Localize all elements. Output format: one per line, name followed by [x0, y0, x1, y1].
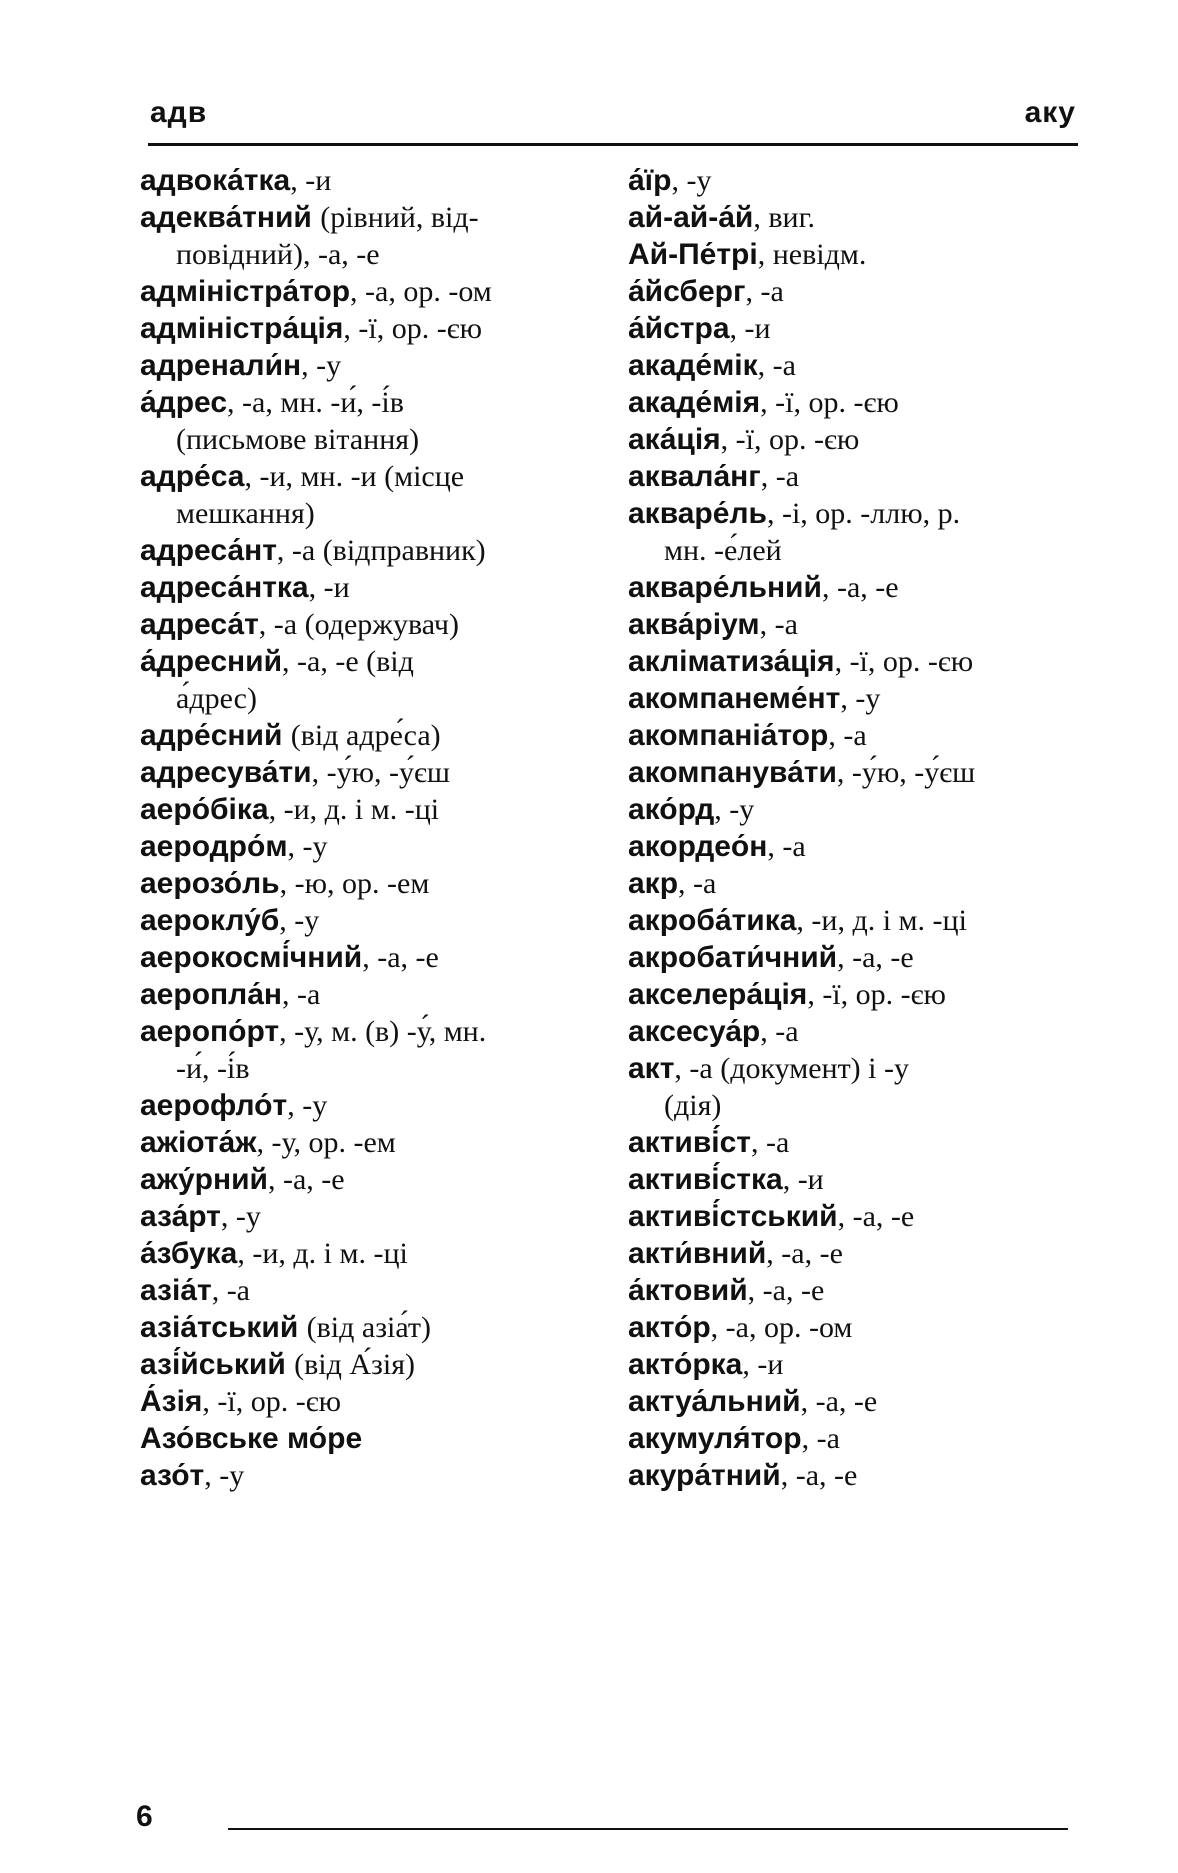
entry-line: акомпанува́ти, -у́ю, -у́єш	[628, 756, 976, 789]
dictionary-entry	[140, 199, 600, 273]
entry-line	[140, 1420, 600, 1457]
headword: адреса́т	[140, 608, 259, 641]
headword: акаде́мік	[628, 349, 758, 382]
entry-line: активі́стський, -а, -е	[628, 1200, 915, 1233]
dictionary-entry	[628, 1383, 1088, 1420]
headword: акваре́льний	[628, 571, 822, 604]
entry-line: актуа́льний, -а, -е	[628, 1385, 878, 1418]
dictionary-entry	[140, 1383, 600, 1420]
headword: азо́т	[140, 1459, 205, 1492]
dictionary-entry	[140, 717, 600, 754]
header-rule	[148, 143, 1078, 146]
entry-line: аеропо́рт, -у, м. (в) -у́, мн.	[140, 1015, 487, 1048]
running-head-right: аку	[1024, 96, 1076, 129]
headword: аероклу́б	[140, 904, 280, 937]
dictionary-entry	[628, 754, 1088, 791]
headword: акселера́ція	[628, 978, 808, 1011]
headword: а́дрес	[140, 386, 228, 419]
dictionary-entry	[140, 384, 600, 458]
entry-line: аерокосмі́чний, -а, -е	[140, 941, 439, 974]
headword: азіа́тський	[140, 1311, 307, 1344]
headword: адреса́нт	[140, 534, 277, 567]
entry-line: ако́рд, -у	[628, 793, 755, 826]
entries-column-left	[140, 162, 600, 1494]
dictionary-entry	[628, 865, 1088, 902]
headword: акура́тний	[628, 1459, 781, 1492]
headword: А́зія	[140, 1385, 203, 1418]
dictionary-entry	[140, 1457, 600, 1494]
headword: акліматиза́ція	[628, 645, 835, 678]
dictionary-entry	[628, 976, 1088, 1013]
headword: акваре́ль	[628, 497, 767, 530]
entry-line: аква́ріум, -а	[628, 608, 798, 641]
headword: азі́йський	[140, 1348, 295, 1381]
headword: Ай-Пе́трі	[628, 238, 758, 271]
headword: аеродро́м	[140, 830, 288, 863]
dictionary-entry	[140, 1420, 600, 1457]
dictionary-entry	[140, 1013, 600, 1087]
dictionary-entry	[628, 1013, 1088, 1050]
dictionary-entry	[628, 828, 1088, 865]
dictionary-entry	[140, 1235, 600, 1272]
entry-line: азо́т, -у	[140, 1459, 245, 1492]
dictionary-entry	[628, 902, 1088, 939]
entry-line: адренали́н, -у	[140, 349, 342, 382]
entry-line: адреса́нтка, -и	[140, 571, 350, 604]
headword: акто́рка	[628, 1348, 743, 1381]
entry-line: а́ктовий, -а, -е	[628, 1274, 825, 1307]
entry-line: акваре́льний, -а, -е	[628, 571, 899, 604]
entry-line: акваре́ль, -і, ор. -ллю, р.	[628, 497, 961, 530]
headword: адміністра́ція	[140, 312, 344, 345]
entry-line: адре́сний (від адре́са)	[140, 719, 441, 752]
footer-rule	[228, 1828, 1068, 1830]
dictionary-entry	[628, 606, 1088, 643]
entry-line: аксесуа́р, -а	[628, 1015, 799, 1048]
headword: адре́са	[140, 460, 245, 493]
entry-line: адре́са, -и, мн. -и (місце	[140, 460, 465, 493]
headword: аерозо́ль	[140, 867, 280, 900]
dictionary-entry	[628, 1235, 1088, 1272]
entry-line: адреса́нт, -а (відправник)	[140, 534, 486, 567]
entry-line: А́зія, -ї, ор. -єю	[140, 1385, 342, 1418]
entry-line: активі́стка, -и	[628, 1163, 824, 1196]
entry-line: адеква́тний (рівний, від-	[140, 201, 479, 234]
dictionary-entry	[140, 643, 600, 717]
headword: акомпаніа́тор	[628, 719, 829, 752]
headword: аерокосмі́чний	[140, 941, 363, 974]
entry-line: ажіота́ж, -у, ор. -ем	[140, 1126, 396, 1159]
dictionary-entry	[628, 273, 1088, 310]
dictionary-entry	[140, 976, 600, 1013]
dictionary-entry	[628, 199, 1088, 236]
headword: аеропла́н	[140, 978, 283, 1011]
headword: аеропо́рт	[140, 1015, 280, 1048]
entry-line: адресува́ти, -у́ю, -у́єш	[140, 756, 450, 789]
headword: активі́стка	[628, 1163, 783, 1196]
dictionary-entry	[628, 1198, 1088, 1235]
dictionary-entry	[140, 1346, 600, 1383]
dictionary-entry	[628, 680, 1088, 717]
page-number: 6	[136, 1800, 153, 1833]
dictionary-entry	[628, 310, 1088, 347]
headword: аза́рт	[140, 1200, 221, 1233]
dictionary-entry	[628, 1161, 1088, 1198]
entry-line: адміністра́тор, -а, ор. -ом	[140, 275, 492, 308]
headword: активі́стський	[628, 1200, 838, 1233]
headword: аквала́нг	[628, 460, 761, 493]
dictionary-entry	[140, 939, 600, 976]
entry-line: акти́вний, -а, -е	[628, 1237, 843, 1270]
entry-continuation-line: повідний), -а, -е	[176, 238, 380, 271]
headword: азіа́т	[140, 1274, 212, 1307]
entry-line: азі́йський (від А́зія)	[140, 1348, 416, 1381]
headword: акаде́мія	[628, 386, 761, 419]
dictionary-entry	[140, 902, 600, 939]
entry-line: акордео́н, -а	[628, 830, 806, 863]
entry-line: аквала́нг, -а	[628, 460, 800, 493]
dictionary-entry	[628, 495, 1088, 569]
headword: а́ктовий	[628, 1274, 748, 1307]
entry-line: адміністра́ція, -ї, ор. -єю	[140, 312, 482, 345]
headword: актуа́льний	[628, 1385, 801, 1418]
entry-line: акр, -а	[628, 867, 717, 900]
entry-line: акумуля́тор, -а	[628, 1422, 840, 1455]
entry-line: а́дресний, -а, -е (від	[140, 645, 414, 678]
dictionary-entry	[140, 1087, 600, 1124]
dictionary-entry	[628, 643, 1088, 680]
dictionary-entry	[628, 569, 1088, 606]
entry-line: а́дрес, -а, мн. -и́, -і́в	[140, 386, 404, 419]
dictionary-entry	[140, 754, 600, 791]
dictionary-entry	[628, 717, 1088, 754]
entries-column-right	[628, 162, 1088, 1494]
headword: ажу́рний	[140, 1163, 268, 1196]
headword: а́йсберг	[628, 275, 746, 308]
headword: адвока́тка	[140, 164, 291, 197]
entry-line: акто́рка, -и	[628, 1348, 784, 1381]
dictionary-entry	[140, 1309, 600, 1346]
headword: аерофло́т	[140, 1089, 288, 1122]
entry-continuation-line: -и́, -і́в	[176, 1052, 250, 1085]
dictionary-entry	[628, 1124, 1088, 1161]
dictionary-entry	[140, 569, 600, 606]
entry-line: акура́тний, -а, -е	[628, 1459, 858, 1492]
entry-line: ажу́рний, -а, -е	[140, 1163, 345, 1196]
headword: акти́вний	[628, 1237, 767, 1270]
headword: акто́р	[628, 1311, 711, 1344]
dictionary-entry	[140, 791, 600, 828]
headword: Азо́вське мо́ре	[140, 1422, 363, 1455]
entry-continuation-line: а́дрес)	[176, 682, 257, 715]
entry-line: аерофло́т, -у	[140, 1089, 328, 1122]
entry-continuation-line: мешкання)	[176, 497, 315, 530]
headword: акробати́чний	[628, 941, 838, 974]
entry-line: акаде́мія, -ї, ор. -єю	[628, 386, 899, 419]
dictionary-entry	[140, 347, 600, 384]
dictionary-entry	[628, 1420, 1088, 1457]
dictionary-entry	[628, 347, 1088, 384]
entry-line: акроба́тика, -и, д. і м. -ці	[628, 904, 967, 937]
dictionary-entry	[628, 384, 1088, 421]
entry-line: аза́рт, -у	[140, 1200, 261, 1233]
entry-line: акліматиза́ція, -ї, ор. -єю	[628, 645, 974, 678]
headword: акроба́тика	[628, 904, 797, 937]
entry-line: адреса́т, -а (одержувач)	[140, 608, 459, 641]
entry-line: а́їр, -у	[628, 164, 712, 197]
headword: а́дресний	[140, 645, 283, 678]
entry-line: акт, -а (документ) і -у	[628, 1052, 910, 1085]
headword: ажіота́ж	[140, 1126, 257, 1159]
dictionary-entry	[140, 1124, 600, 1161]
dictionary-entry	[628, 1346, 1088, 1383]
entry-line: аеро́біка, -и, д. і м. -ці	[140, 793, 440, 826]
entry-line: акселера́ція, -ї, ор. -єю	[628, 978, 946, 1011]
dictionary-entry	[628, 1457, 1088, 1494]
headword: адре́сний	[140, 719, 291, 752]
dictionary-entry	[140, 1198, 600, 1235]
dictionary-entry	[628, 236, 1088, 273]
dictionary-entry	[628, 1272, 1088, 1309]
entry-line: аероклу́б, -у	[140, 904, 320, 937]
dictionary-entry	[140, 532, 600, 569]
dictionary-entry	[140, 1161, 600, 1198]
headword: аеро́біка	[140, 793, 269, 826]
headword: аксесуа́р	[628, 1015, 761, 1048]
dictionary-entry	[628, 458, 1088, 495]
entry-line: ака́ція, -ї, ор. -єю	[628, 423, 860, 456]
entry-line: акробати́чний, -а, -е	[628, 941, 914, 974]
dictionary-entry	[140, 1272, 600, 1309]
entry-line: аеропла́н, -а	[140, 978, 321, 1011]
dictionary-entry	[140, 162, 600, 199]
headword: аква́ріум	[628, 608, 760, 641]
dictionary-entry	[628, 1309, 1088, 1346]
headword: адреса́нтка	[140, 571, 309, 604]
headword: адеква́тний	[140, 201, 321, 234]
entry-line: ай-ай-а́й, виг.	[628, 201, 816, 234]
headword: адресува́ти	[140, 756, 312, 789]
entry-continuation-line: мн. -е́лей	[664, 534, 782, 567]
dictionary-entry	[140, 310, 600, 347]
headword: адренали́н	[140, 349, 302, 382]
headword: акордео́н	[628, 830, 768, 863]
headword: а́йстра	[628, 312, 730, 345]
entry-line: Ай-Пе́трі, невідм.	[628, 238, 867, 271]
headword: акт	[628, 1052, 675, 1085]
headword: а́збука	[140, 1237, 238, 1270]
entry-line: а́йстра, -и	[628, 312, 771, 345]
entry-line: аерозо́ль, -ю, ор. -ем	[140, 867, 430, 900]
headword: акумуля́тор	[628, 1422, 802, 1455]
entry-line: а́йсберг, -а	[628, 275, 784, 308]
entry-line: акомпанеме́нт, -у	[628, 682, 881, 715]
entry-line: адвока́тка, -и	[140, 164, 332, 197]
dictionary-entry	[140, 828, 600, 865]
entry-continuation-line: (дія)	[664, 1089, 722, 1122]
headword: ака́ція	[628, 423, 721, 456]
headword: акомпанеме́нт	[628, 682, 841, 715]
dictionary-entry	[628, 421, 1088, 458]
entry-line: активі́ст, -а	[628, 1126, 790, 1159]
dictionary-entry	[140, 458, 600, 532]
headword: ай-ай-а́й	[628, 201, 754, 234]
entry-line: акомпаніа́тор, -а	[628, 719, 867, 752]
headword: ако́рд	[628, 793, 715, 826]
headword: адміністра́тор	[140, 275, 351, 308]
headword: акр	[628, 867, 679, 900]
dictionary-entry	[140, 865, 600, 902]
headword: активі́ст	[628, 1126, 751, 1159]
dictionary-entry	[628, 1050, 1088, 1124]
dictionary-entry	[628, 791, 1088, 828]
entry-line: азіа́т, -а	[140, 1274, 250, 1307]
entry-line: акаде́мік, -а	[628, 349, 796, 382]
running-head-left: адв	[150, 96, 208, 129]
dictionary-entry	[628, 162, 1088, 199]
entry-line: а́збука, -и, д. і м. -ці	[140, 1237, 408, 1270]
headword: а́їр	[628, 164, 672, 197]
dictionary-entry	[140, 606, 600, 643]
entry-continuation-line: (письмове вітання)	[176, 423, 420, 456]
headword: акомпанува́ти	[628, 756, 837, 789]
entry-line: аеродро́м, -у	[140, 830, 328, 863]
entry-line: акто́р, -а, ор. -ом	[628, 1311, 853, 1344]
dictionary-entry	[628, 939, 1088, 976]
entry-line: азіа́тський (від азіа́т)	[140, 1311, 432, 1344]
dictionary-entry	[140, 273, 600, 310]
